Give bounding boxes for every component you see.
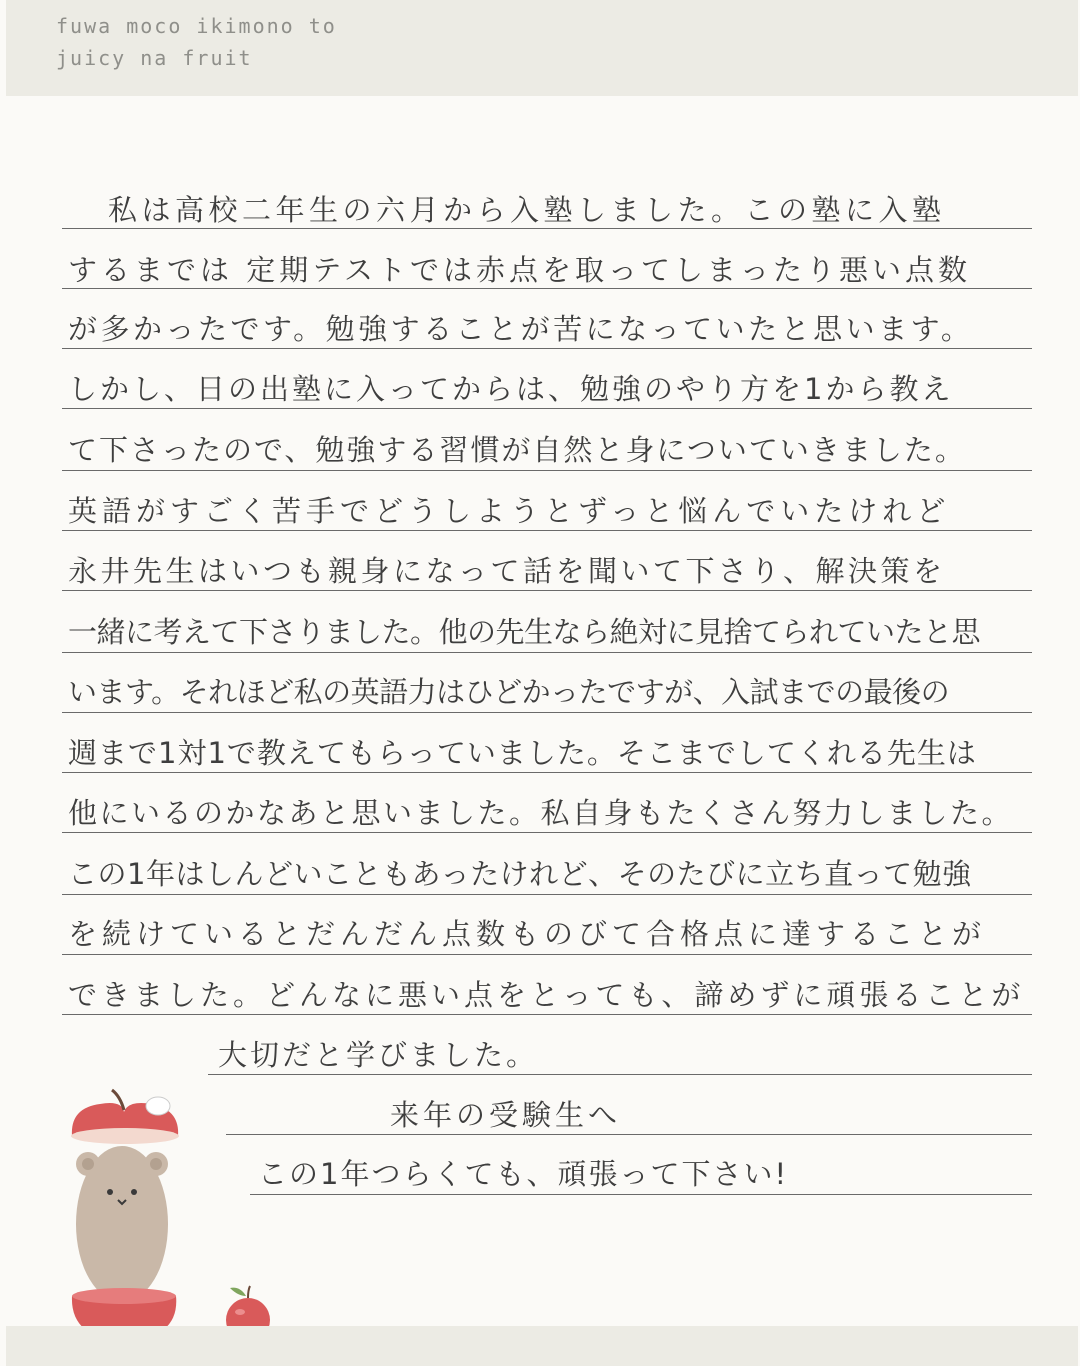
- letter-line-11: 他にいるのかなあと思いました。私自身もたくさん努力しました。: [68, 796, 1014, 830]
- footer-band: [6, 1326, 1078, 1366]
- rule: [62, 954, 1032, 955]
- rule: [62, 712, 1032, 713]
- rule: [62, 530, 1032, 531]
- rule: [226, 1134, 1032, 1135]
- rule: [62, 470, 1032, 471]
- header-line-2: juicy na fruit: [56, 46, 253, 70]
- letter-line-7: 永井先生はいつも親身になって話を聞いて下さり、解決策を: [68, 554, 946, 588]
- rule: [62, 832, 1032, 833]
- letter-line-14: できました。どんなに悪い点をとっても、諦めずに頑張ることが: [68, 978, 1025, 1012]
- letter-line-6: 英語がすごく苦手でどうしようとずっと悩んでいたけれど: [68, 494, 951, 528]
- header-line-1: fuwa moco ikimono to: [56, 14, 337, 38]
- letter-line-16: 来年の受験生へ: [390, 1098, 622, 1132]
- letter-line-15: 大切だと学びました。: [218, 1038, 539, 1072]
- letter-line-10: 週まで1対1で教えてもらっていました。そこまでしてくれる先生は: [68, 736, 977, 770]
- rule: [250, 1194, 1032, 1195]
- header-band: [6, 0, 1078, 96]
- letter-line-1: 私は高校二年生の六月から入塾しました。この塾に入塾: [108, 193, 946, 227]
- rule: [62, 590, 1032, 591]
- letter-line-12: この1年はしんどいこともあったけれど、そのたびに立ち直って勉強: [68, 857, 972, 891]
- rule: [208, 1074, 1032, 1075]
- letter-line-8: 一緒に考えて下さりました。他の先生なら絶対に見捨てられていたと思: [68, 615, 981, 649]
- letter-line-9: います。それほど私の英語力はひどかったですが、入試までの最後の: [68, 675, 950, 709]
- rule: [62, 348, 1032, 349]
- letter-line-13: を続けているとだんだん点数ものびて合格点に達することが: [68, 917, 987, 951]
- letter-line-5: て下さったので、勉強する習慣が自然と身についていきました。: [68, 433, 966, 467]
- rule: [62, 772, 1032, 773]
- rule: [62, 652, 1032, 653]
- letter-line-2: するまでは 定期テストでは赤点を取ってしまったり悪い点数: [68, 253, 972, 287]
- rule: [62, 894, 1032, 895]
- letter-line-3: が多かったです。勉強することが苦になっていたと思います。: [68, 312, 974, 346]
- rule: [62, 408, 1032, 409]
- letter-line-17: この1年つらくても、頑張って下さい!: [258, 1157, 789, 1191]
- letter-line-4: しかし、日の出塾に入ってからは、勉強のやり方を1から教え: [68, 372, 954, 406]
- bear-in-apple-icon: [60, 1088, 190, 1350]
- rule: [62, 1014, 1032, 1015]
